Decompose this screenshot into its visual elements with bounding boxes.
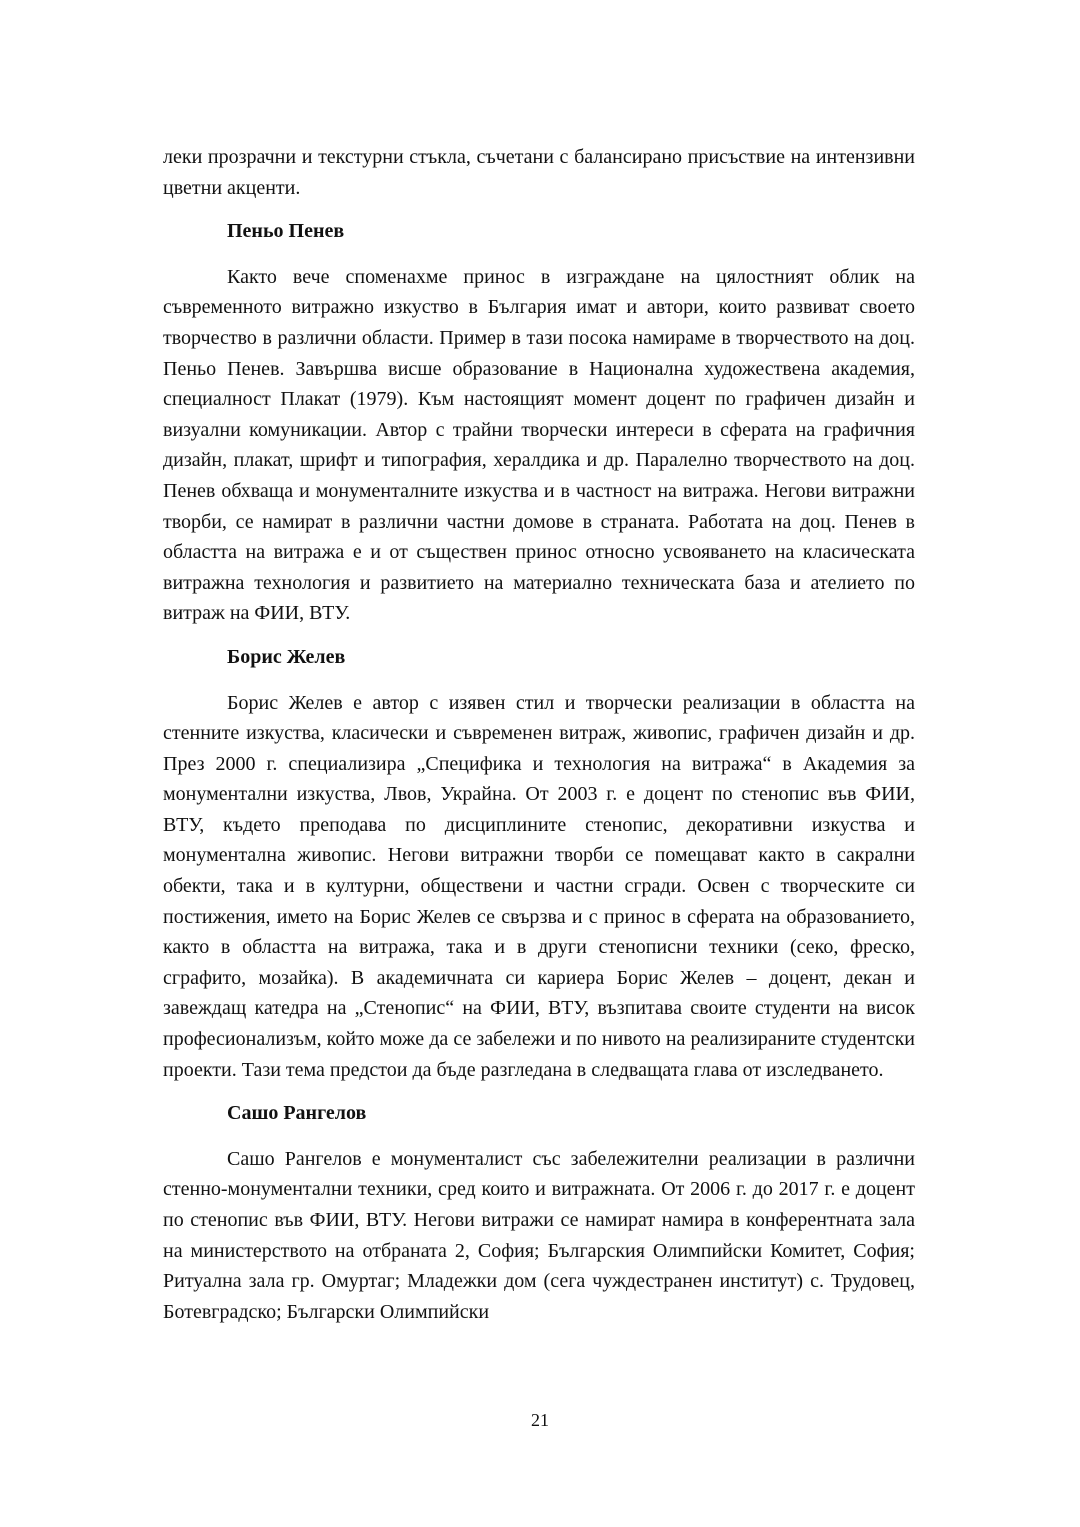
section-body-sasho-rangelov: Сашо Рангелов е монументалист със забележителни реализации в различни стенно-монументални техники, сред които и витражната. От 2006 г. до 2017 г. е доцент по стенопис във ФИИ, ВТУ. Негови витражи се намират намира в конферентната зала на министерството на отбраната 2, София; Българския Олимпийски Комитет, София; Ритуална зала гр. Омуртаг; Младежки дом (сега чуждестранен институт) с. Трудовец, Ботевградско; Български Олимпийски <box>163 1147 915 1323</box>
section-heading-penyo-penev: Пеньо Пенев <box>227 220 345 243</box>
section-heading-sasho-rangelov: Сашо Рангелов <box>227 1102 367 1125</box>
page-number: 21 <box>531 1410 549 1430</box>
intro-paragraph: леки прозрачни и текстурни стъкла, съчетани с балансирано присъствие на интензивни цветни акценти. <box>163 146 915 199</box>
section-body-penyo-penev: Както вече споменахме принос в изграждане на цялостният облик на съвременното витражно изкуство в България имат и автори, които развиват своето творчество в различни области. Пример в тази посока намираме в творчеството на доц. Пеньо Пенев. Завършва висше образование в Национална художествена академия, специалност Плакат (1979). Към настоящият момент доцент по графичен дизайн и визуални комуникации. Автор с трайни творчески интереси в сферата на графичния дизайн, плакат, шрифт и типография, хералдика и др. Паралелно творчеството на доц. Пенев обхваща и монументалните изкуства и в частност на витража. Негови витражни творби, се намират в различни частни домове в страната. Работата на доц. Пенев в областта на витража е и от съществен принос относно усвояването на класическата витражна технология и развитието на материално техническата база и ателието по витраж на ФИИ, ВТУ. <box>163 265 915 625</box>
document-page <box>163 142 915 1327</box>
section-body-boris-zhelev: Борис Желев е автор с изявен стил и творчески реализации в областта на стенните изкуства, класически и съвременен витраж, живопис, графичен дизайн и др. През 2000 г. специализира „Специфика и технология на витража“ в Академия за монументални изкуства, Лвов, Украйна. От 2003 г. е доцент по стенопис във ФИИ, ВТУ, където преподава по дисциплините стенопис, декоративни изкуства и монументална живопис. Негови витражни творби се помещават както в сакрални обекти, така и в културни, обществени и частни сгради. Освен с творческите си постижения, името на Борис Желев се свързва и с принос в сферата на образованието, както в областта на витража, така и в други стенописни техники (секо, фреско, сграфито, мозайка). В академичната си кариера Борис Желев – доцент, декан и завеждащ катедра на „Стенопис“ на ФИИ, ВТУ, възпитава своите студенти на висок професионализъм, който може да се забележи и по нивото на реализираните студентски проекти. Тази тема предстои да бъде разгледана в следващата глава от изследването. <box>163 691 915 1081</box>
section-heading-boris-zhelev: Борис Желев <box>227 645 346 668</box>
